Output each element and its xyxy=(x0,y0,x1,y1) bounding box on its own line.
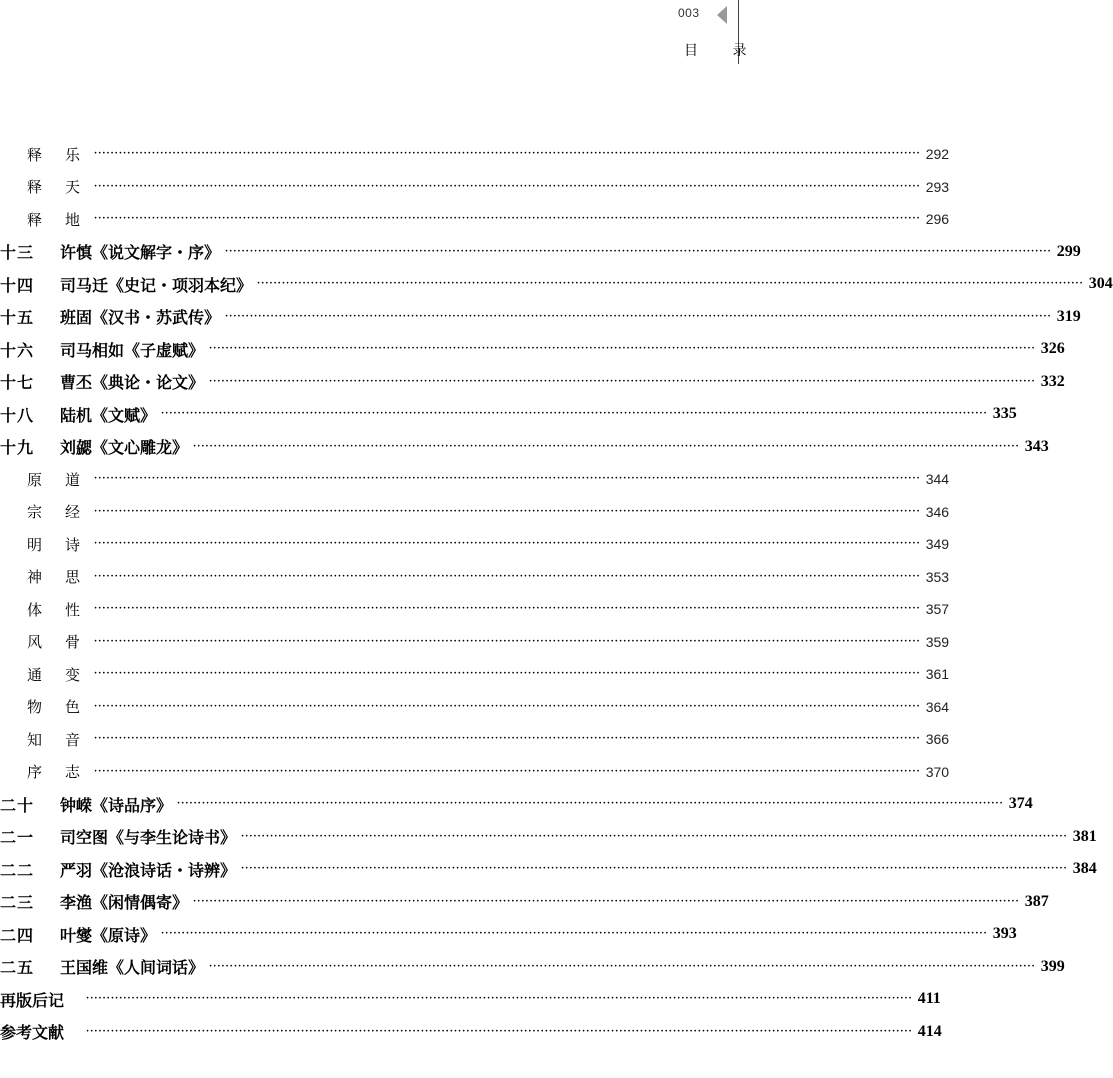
dot-leader: ········································································································································································································ xyxy=(241,831,1068,842)
toc-entry[interactable] xyxy=(0,171,950,203)
dot-leader: ········································································································································································································ xyxy=(86,994,913,1004)
toc-entry-label xyxy=(0,793,172,816)
toc-entry-title: 再版后记 xyxy=(0,990,65,1010)
toc-entry-page-number: 343 xyxy=(1024,437,1049,455)
toc-entry-page-number: 319 xyxy=(1056,307,1081,325)
dot-leader: ········································································································································································································ xyxy=(94,604,921,614)
toc-entry-page-number: 335 xyxy=(992,405,1017,422)
dot-leader: ········································································································································································································ xyxy=(94,474,921,484)
dot-leader: ········································································································································································································ xyxy=(94,636,921,647)
toc-entry[interactable] xyxy=(0,366,1065,398)
page-marker-triangle-icon xyxy=(717,6,727,24)
toc-entry-label xyxy=(0,305,220,328)
toc-entry[interactable] xyxy=(0,756,950,788)
toc-entry[interactable] xyxy=(0,301,1081,333)
chapter-number: 二五 xyxy=(0,958,35,977)
toc-entry-page-number: 414 xyxy=(917,1022,942,1040)
toc-entry[interactable] xyxy=(0,788,1033,820)
toc-entry-title: 叶燮《原诗》 xyxy=(60,925,157,945)
toc-entry-label xyxy=(0,176,103,197)
toc-entry-title: 严羽《沧浪诗话・诗辨》 xyxy=(60,860,237,880)
chapter-number: 二三 xyxy=(0,893,35,912)
dot-leader: ········································································································································································································ xyxy=(209,344,1036,354)
toc-entry-label xyxy=(0,890,188,913)
toc-entry-title: 曹丕《典论・论文》 xyxy=(60,373,205,392)
toc-entry-page-number: 357 xyxy=(925,601,950,617)
toc-entry-label xyxy=(0,761,103,782)
chapter-number: 十六 xyxy=(0,340,35,360)
toc-entry[interactable] xyxy=(0,398,1017,430)
chapter-number: 二十 xyxy=(0,795,35,815)
toc-entry[interactable] xyxy=(0,691,950,723)
toc-entry-title: 原道 xyxy=(27,470,104,489)
toc-entry-title: 李渔《闲情偶寄》 xyxy=(60,893,189,912)
chapter-number: 十三 xyxy=(0,243,35,262)
toc-entry-title: 风骨 xyxy=(27,633,104,651)
dot-leader: ········································································································································································································ xyxy=(225,246,1052,257)
toc-entry-page-number: 346 xyxy=(925,503,950,520)
toc-entry-title: 释地 xyxy=(27,210,104,229)
toc-entry-label xyxy=(0,1020,64,1043)
toc-entry-label xyxy=(0,403,156,426)
toc-entry[interactable] xyxy=(0,431,1049,463)
dot-leader: ········································································································································································································ xyxy=(94,766,921,777)
toc-entry[interactable] xyxy=(0,203,950,235)
dot-leader: ········································································································································································································ xyxy=(94,181,921,192)
chapter-number: 十四 xyxy=(0,275,35,295)
header-section-title: 目 录 xyxy=(684,43,762,59)
toc-entry[interactable] xyxy=(0,821,1097,853)
toc-entry-page-number: 344 xyxy=(925,471,950,487)
toc-entry-title: 刘勰《文心雕龙》 xyxy=(60,438,189,457)
toc-entry-label xyxy=(0,923,156,946)
toc-entry[interactable] xyxy=(0,886,1049,918)
toc-entry-label xyxy=(0,825,236,848)
toc-entry-title: 序志 xyxy=(27,763,104,781)
dot-leader: ········································································································································································································ xyxy=(94,506,921,517)
toc-entry-page-number: 364 xyxy=(925,698,950,715)
toc-entry-page-number: 384 xyxy=(1072,860,1097,877)
toc-entry-title: 司马迁《史记・项羽本纪》 xyxy=(60,275,253,295)
toc-entry-title: 明诗 xyxy=(27,535,104,554)
chapter-number: 十七 xyxy=(0,373,35,392)
dot-leader: ········································································································································································································ xyxy=(225,311,1052,322)
dot-leader: ········································································································································································································ xyxy=(257,279,1084,289)
dot-leader: ········································································································································································································ xyxy=(161,409,988,419)
chapter-number: 十八 xyxy=(0,405,35,425)
dot-leader: ········································································································································································································ xyxy=(193,441,1020,452)
toc-entry-title: 司马相如《子虚赋》 xyxy=(60,340,205,360)
toc-entry-label xyxy=(0,955,204,978)
toc-entry-title: 王国维《人间词话》 xyxy=(60,958,205,977)
toc-entry-title: 许慎《说文解字・序》 xyxy=(60,243,221,262)
toc-entry-page-number: 387 xyxy=(1024,892,1049,910)
chapter-number: 二一 xyxy=(0,828,35,847)
chapter-number: 二四 xyxy=(0,925,35,945)
toc-entry-label xyxy=(0,370,204,393)
dot-leader: ········································································································································································································ xyxy=(94,214,921,224)
toc-entry[interactable] xyxy=(0,918,1017,950)
toc-entry-label xyxy=(0,144,103,165)
dot-leader: ········································································································································································································ xyxy=(209,376,1036,387)
toc-entry-label xyxy=(0,696,103,717)
toc-entry-page-number: 353 xyxy=(925,568,950,585)
toc-entry-label xyxy=(0,338,204,361)
dot-leader: ········································································································································································································ xyxy=(94,669,921,679)
toc-entry-title: 参考文献 xyxy=(0,1023,65,1042)
toc-entry-page-number: 296 xyxy=(925,211,950,227)
chapter-number: 二二 xyxy=(0,860,35,880)
toc-entry-title: 司空图《与李生论诗书》 xyxy=(60,828,237,847)
toc-entry-page-number: 332 xyxy=(1040,372,1065,390)
toc-entry-label xyxy=(0,273,252,296)
toc-entry-page-number: 399 xyxy=(1040,957,1065,975)
toc-entry-page-number: 361 xyxy=(925,666,950,682)
dot-leader: ········································································································································································································ xyxy=(161,929,988,939)
toc-entry-label xyxy=(0,240,220,263)
dot-leader: ········································································································································································································ xyxy=(209,961,1036,972)
toc-entry[interactable] xyxy=(0,236,1081,268)
toc-entry-title: 班固《汉书・苏武传》 xyxy=(60,308,221,327)
toc-entry[interactable] xyxy=(0,138,950,170)
toc-entry[interactable] xyxy=(0,268,1113,300)
toc-entry-label xyxy=(0,209,103,230)
dot-leader: ········································································································································································································ xyxy=(94,701,921,712)
toc-entry[interactable] xyxy=(0,593,950,625)
dot-leader: ········································································································································································································ xyxy=(94,149,921,159)
toc-entry[interactable] xyxy=(0,528,950,560)
toc-entry[interactable] xyxy=(0,951,1065,983)
toc-entry-label xyxy=(0,631,103,652)
chapter-number: 十九 xyxy=(0,438,35,457)
toc-entry-page-number: 349 xyxy=(925,536,950,552)
dot-leader: ········································································································································································································ xyxy=(94,734,921,744)
toc-entry[interactable] xyxy=(0,333,1065,365)
toc-entry-label xyxy=(0,534,103,555)
toc-entry-page-number: 374 xyxy=(1008,795,1033,812)
toc-entry-page-number: 366 xyxy=(925,731,950,747)
toc-entry-title: 陆机《文赋》 xyxy=(60,405,157,425)
toc-entry-page-number: 411 xyxy=(917,990,941,1007)
toc-entry-title: 通变 xyxy=(27,665,104,684)
toc-entry[interactable] xyxy=(0,723,950,755)
toc-entry-label xyxy=(0,469,103,490)
toc-entry-label xyxy=(0,435,188,458)
toc-entry[interactable] xyxy=(0,983,941,1015)
toc-entry-page-number: 381 xyxy=(1072,827,1097,845)
dot-leader: ········································································································································································································ xyxy=(94,571,921,582)
dot-leader: ········································································································································································································ xyxy=(241,864,1068,874)
toc-entry[interactable] xyxy=(0,463,950,495)
toc-entry[interactable] xyxy=(0,626,950,658)
header-page-number: 003 xyxy=(678,6,700,20)
dot-leader: ········································································································································································································ xyxy=(193,896,1020,907)
toc-entry-label xyxy=(0,501,103,522)
toc-entry-page-number: 370 xyxy=(925,763,950,780)
toc-entry-label xyxy=(0,599,103,620)
toc-entry-label xyxy=(0,664,103,685)
toc-entry-title: 释乐 xyxy=(27,145,104,164)
toc-entry-page-number: 359 xyxy=(925,633,950,650)
toc-entry-page-number: 293 xyxy=(925,178,950,195)
toc-entry-page-number: 292 xyxy=(925,146,950,162)
toc-entry-title: 释天 xyxy=(27,178,104,196)
toc-entry-title: 物色 xyxy=(27,698,104,716)
chapter-number: 十五 xyxy=(0,308,35,327)
toc-entry[interactable] xyxy=(0,561,950,593)
toc-entry-title: 知音 xyxy=(27,730,104,749)
toc-entry-label xyxy=(0,566,103,587)
toc-entry-title: 体性 xyxy=(27,600,104,619)
toc-entry[interactable] xyxy=(0,1016,942,1048)
toc-entry-label xyxy=(0,858,236,881)
toc-entry-title: 钟嵘《诗品序》 xyxy=(60,795,173,815)
toc-entry-page-number: 304 xyxy=(1088,275,1113,292)
dot-leader: ········································································································································································································ xyxy=(94,539,921,549)
toc-entry-page-number: 299 xyxy=(1056,242,1081,260)
toc-entry[interactable] xyxy=(0,496,950,528)
toc-entry-label xyxy=(0,988,64,1011)
toc-entry-title: 神思 xyxy=(27,568,104,586)
toc-entry-label xyxy=(0,729,103,750)
toc-entry[interactable] xyxy=(0,658,950,690)
toc-entry-page-number: 326 xyxy=(1040,340,1065,357)
toc-entry-title: 宗经 xyxy=(27,503,104,521)
dot-leader: ········································································································································································································ xyxy=(177,799,1004,809)
dot-leader: ········································································································································································································ xyxy=(86,1026,913,1037)
toc-entry-page-number: 393 xyxy=(992,925,1017,942)
toc-entry[interactable] xyxy=(0,853,1097,885)
